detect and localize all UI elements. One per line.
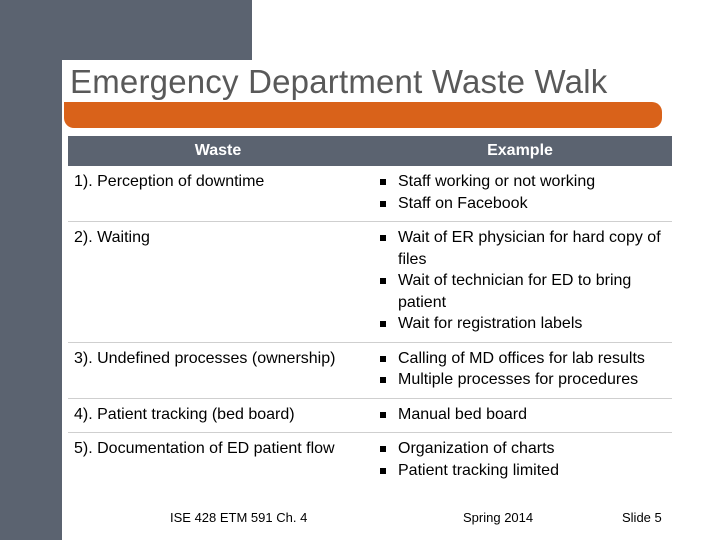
waste-cell: 5). Documentation of ED patient flow [74,440,335,457]
example-cell [368,399,672,433]
top-left-block [0,0,252,60]
footer-term: Spring 2014 [463,510,534,525]
table-row [68,166,672,222]
waste-table [68,136,672,488]
table-row [68,433,672,488]
header-waste: Waste [194,142,242,159]
footer-course: ISE 428 ETM 591 Ch. 4 [170,510,308,525]
left-sidebar-bar [0,0,62,540]
table-row [68,399,672,434]
example-cell [368,166,672,221]
waste-cell: 3). Undefined processes (ownership) [74,349,336,367]
example-item: Wait for registration labels [376,313,668,335]
slide-title: Emergency Department Waste Walk [70,63,608,100]
example-item: Patient tracking limited [376,460,668,482]
example-item: Wait of ER physician for hard copy of files [376,227,668,270]
example-item: Wait of technician for ED to bring patient [376,270,668,313]
waste-cell: 4). Patient tracking (bed board) [74,405,295,423]
example-item: Calling of MD offices for lab results [376,348,668,370]
header-example: Example [487,142,553,159]
example-item: Staff working or not working [376,171,668,193]
example-item: Organization of charts [376,438,668,460]
footer-slide-number: Slide 5 [622,510,662,525]
example-item: Staff on Facebook [376,193,668,215]
example-item: Manual bed board [376,404,668,426]
table-header [68,136,672,166]
waste-cell: 2). Waiting [74,229,150,246]
example-cell [368,222,672,342]
example-cell [368,343,672,398]
example-cell [368,433,672,488]
waste-cell: 1). Perception of downtime [74,173,265,190]
table-row [68,222,672,343]
example-item: Multiple processes for procedures [376,369,668,391]
table-row [68,343,672,399]
accent-bar [64,102,662,128]
